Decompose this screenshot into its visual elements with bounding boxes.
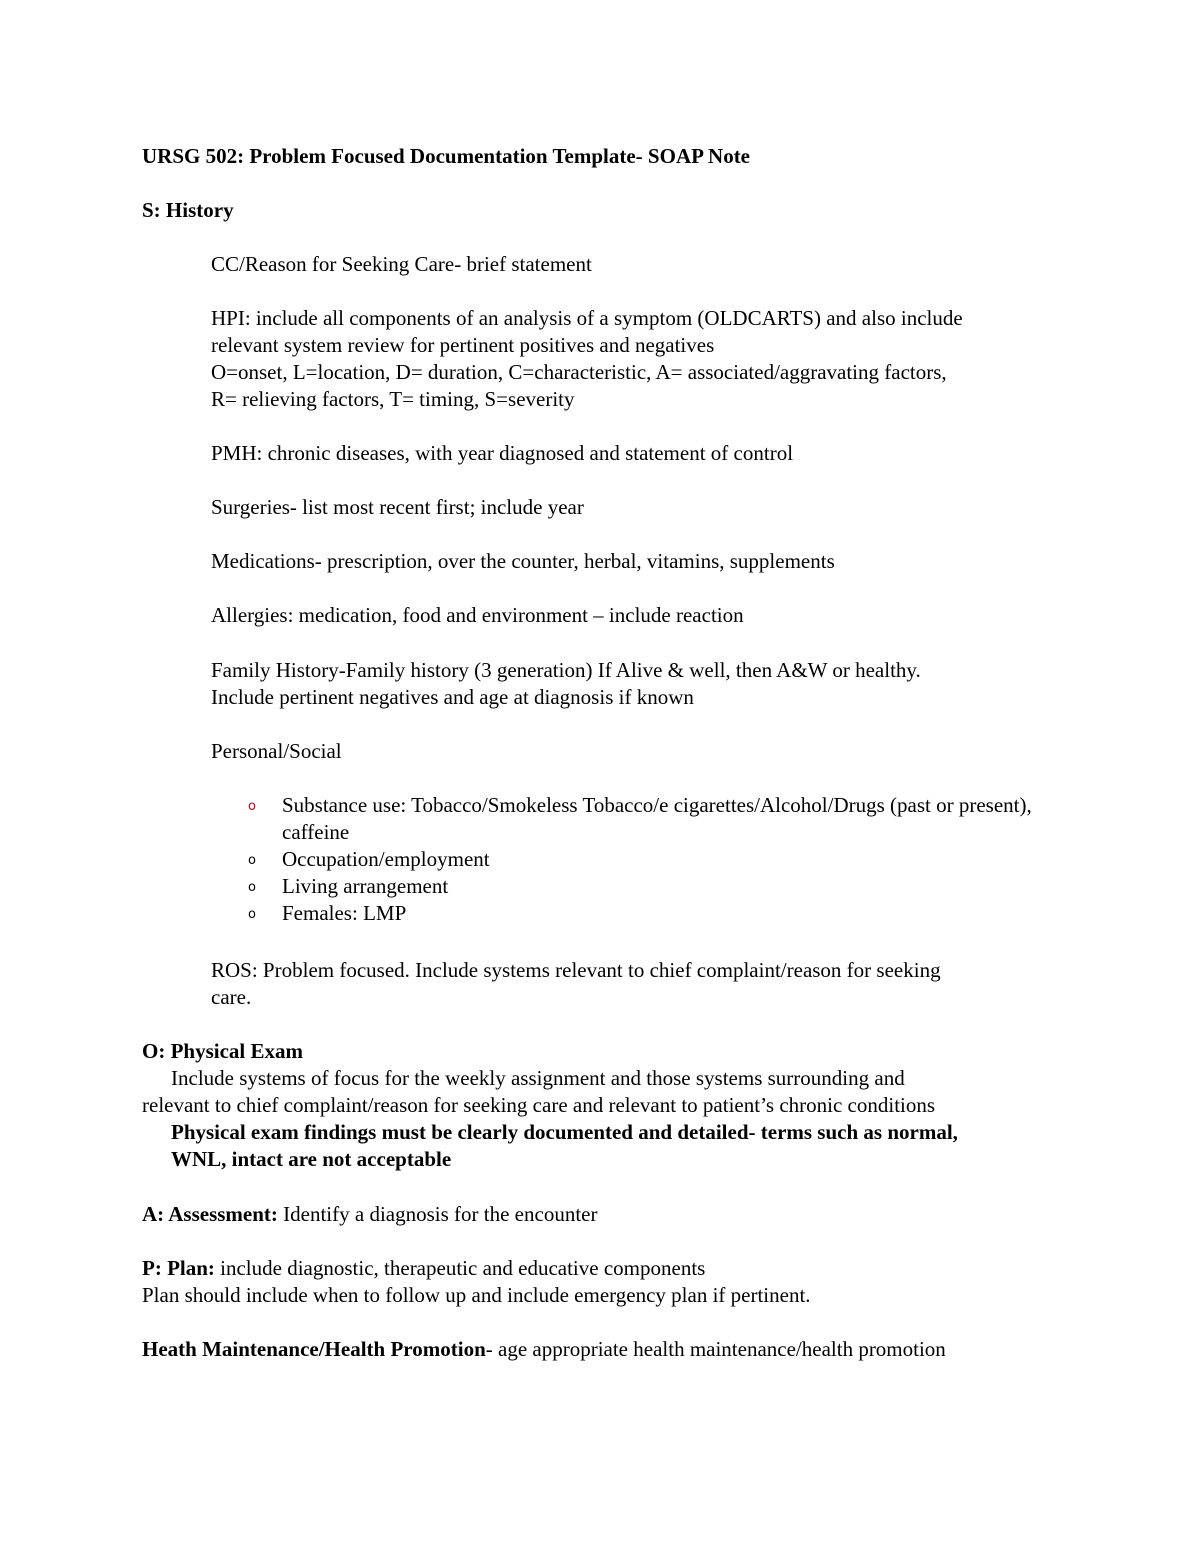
personal-social-list [211, 792, 1071, 927]
hpi-line: O=onset, L=location, D= duration, C=characteristic, A= associated/aggravating factors, [211, 360, 947, 384]
plan-block [142, 1255, 1072, 1309]
objective-line: relevant to chief complaint/reason for seeking care and relevant to patient’s chronic conditions [142, 1093, 936, 1117]
ros-line: ROS: Problem focused. Include systems relevant to chief complaint/reason for seeking [211, 958, 941, 982]
list-item-text: Substance use: Tobacco/Smokeless Tobacco/e cigarettes/Alcohol/Drugs (past or present), caffeine [282, 793, 1032, 844]
hpi-line: HPI: include all components of an analysis of a symptom (OLDCARTS) and also include [211, 306, 963, 330]
list-item [211, 900, 1071, 927]
list-item-text: Occupation/employment [282, 847, 490, 871]
allergies-line: Allergies: medication, food and environment – include reaction [211, 603, 744, 627]
objective-line: Include systems of focus for the weekly assignment and those systems surrounding and [171, 1066, 905, 1090]
family-history-line: Family History-Family history (3 generation) If Alive & well, then A&W or healthy. [211, 658, 921, 682]
cc-line: CC/Reason for Seeking Care- brief statement [211, 252, 592, 276]
assessment-line [142, 1201, 1072, 1228]
bullet-icon: o [248, 880, 256, 895]
ros-line: care. [211, 985, 252, 1009]
ros-block [211, 957, 1071, 1011]
bullet-icon: o [248, 853, 256, 868]
assessment-text: Identify a diagnosis for the encounter [277, 1202, 598, 1226]
personal-social-line: Personal/Social [211, 739, 342, 763]
medications-line: Medications- prescription, over the counter, herbal, vitamins, supplements [211, 549, 835, 573]
health-maintenance-text: - age appropriate health maintenance/health promotion [485, 1337, 946, 1361]
list-item [211, 873, 1071, 900]
list-item [211, 846, 1071, 873]
document-title: URSG 502: Problem Focused Documentation Template- SOAP Note [142, 144, 751, 168]
plan-line: Plan should include when to follow up and include emergency plan if pertinent. [142, 1283, 811, 1307]
plan-text: include diagnostic, therapeutic and educative components [214, 1256, 706, 1280]
hpi-line: relevant system review for pertinent positives and negatives [211, 333, 715, 357]
list-item [211, 792, 1071, 846]
pmh-line: PMH: chronic diseases, with year diagnosed and statement of control [211, 441, 794, 465]
list-item-text: Living arrangement [282, 874, 449, 898]
objective-block [142, 1065, 1072, 1173]
list-item-text: Females: LMP [282, 901, 407, 925]
health-maintenance-label: Heath Maintenance/Health Promotion [142, 1337, 486, 1361]
objective-emphasis-line: Physical exam findings must be clearly documented and detailed- terms such as normal, [171, 1120, 958, 1144]
plan-label: P: Plan: [142, 1256, 215, 1280]
objective-emphasis-line: WNL, intact are not acceptable [171, 1147, 452, 1171]
health-maintenance-line [142, 1336, 1072, 1363]
bullet-icon: o [248, 907, 256, 922]
subjective-heading: S: History [142, 198, 234, 222]
hpi-block [211, 305, 1071, 413]
surgeries-line: Surgeries- list most recent first; include year [211, 495, 584, 519]
family-history-block [211, 657, 1071, 711]
bullet-icon: o [248, 799, 256, 814]
family-history-line: Include pertinent negatives and age at diagnosis if known [211, 685, 694, 709]
assessment-label: A: Assessment: [142, 1202, 278, 1226]
objective-heading: O: Physical Exam [142, 1039, 303, 1063]
hpi-line: R= relieving factors, T= timing, S=severity [211, 387, 575, 411]
